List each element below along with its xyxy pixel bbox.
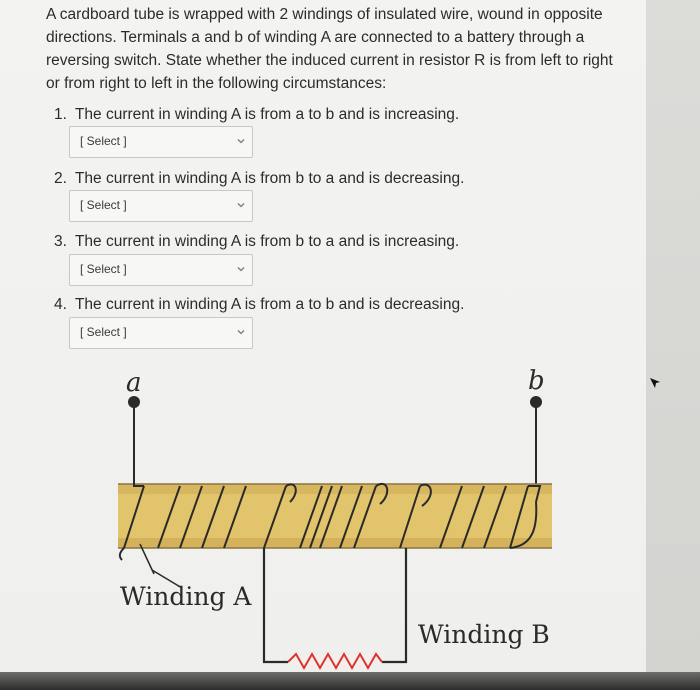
question-1-number: 1. [54, 106, 67, 123]
question-3-number: 3. [54, 233, 67, 250]
chevron-down-icon [236, 264, 246, 274]
terminal-b-dot [530, 396, 542, 408]
question-1 [54, 106, 459, 124]
mouse-pointer-icon [648, 376, 662, 390]
screen-bottom-bezel [0, 672, 700, 690]
winding-diagram [110, 362, 570, 672]
question-intro: A cardboard tube is wrapped with 2 windings of insulated wire, wound in opposite directions. Terminals a and b of winding A are connected to a battery through a reversing switch. State whether the induced current in resistor R is from left to right or from right to left in the following circumstances: [46, 6, 613, 92]
question-2-text: The current in winding A is from b to a and is decreasing. [74, 170, 465, 187]
question-2-select-value: [ Select ] [80, 198, 127, 212]
question-4 [54, 296, 464, 314]
question-2-select[interactable] [69, 190, 253, 222]
question-3 [54, 233, 459, 251]
question-3-select-value: [ Select ] [80, 262, 127, 276]
question-1-text: The current in winding A is from a to b and is increasing. [74, 106, 460, 123]
chevron-down-icon [236, 136, 246, 146]
chevron-down-icon [236, 200, 246, 210]
question-1-select[interactable] [69, 126, 253, 158]
terminal-b-label: b [528, 366, 545, 396]
question-2-number: 2. [54, 170, 67, 187]
winding-b-circuit [264, 548, 406, 662]
question-3-text: The current in winding A is from b to a and is increasing. [74, 233, 460, 250]
winding-a-label: Winding A [120, 582, 252, 611]
terminal-a-label: a [126, 368, 142, 398]
right-side-panel [646, 0, 700, 672]
question-3-select[interactable] [69, 254, 253, 286]
question-4-number: 4. [54, 296, 67, 313]
resistor-r [288, 654, 382, 668]
question-4-select[interactable] [69, 317, 253, 349]
question-4-select-value: [ Select ] [80, 325, 127, 339]
question-1-select-value: [ Select ] [80, 134, 127, 148]
winding-b-label: Winding B [418, 620, 550, 649]
question-4-text: The current in winding A is from a to b and is decreasing. [74, 296, 465, 313]
chevron-down-icon [236, 327, 246, 337]
question-2 [54, 170, 464, 188]
